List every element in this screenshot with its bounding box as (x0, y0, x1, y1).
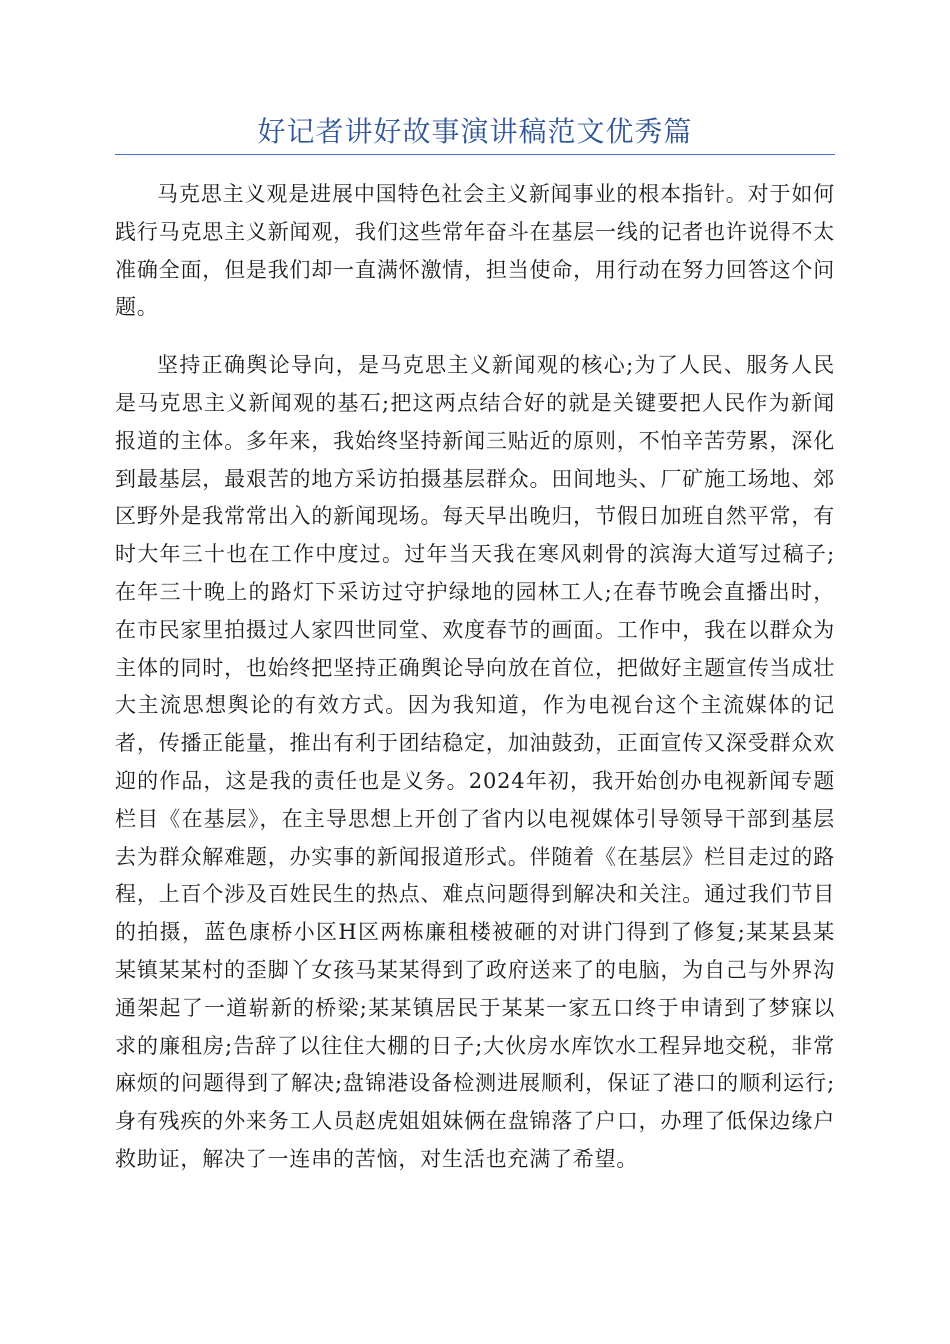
paragraph-intro: 马克思主义观是进展中国特色社会主义新闻事业的根本指针。对于如何践行马克思主义新闻观，我们这些常年奋斗在基层一线的记者也许说得不太准确全面，但是我们却一直满怀激情，担当使命，用行动在努力回答这个问题。 (115, 182, 835, 320)
paragraph-main: 坚持正确舆论导向，是马克思主义新闻观的核心;为了人民、服务人民是马克思主义新闻观的基石;把这两点结合好的就是关键要把人民作为新闻报道的主体。多年来，我始终坚持新闻三贴近的原则，不怕辛苦劳累，深化到最基层，最艰苦的地方采访拍摄基层群众。田间地头、厂矿施工场地、郊区野外是我常常出入的新闻现场。每天早出晚归，节假日加班自然平常，有时大年三十也在工作中度过。过年当天我在寒风刺骨的滨海大道写过稿子;在年三十晚上的路灯下采访过守护绿地的园林工人;在春节晚会直播出时，在市民家里拍摄过人家四世同堂、欢度春节的画面。工作中，我在以群众为主体的同时，也始终把坚持正确舆论导向放在首位，把做好主题宣传当成壮大主流思想舆论的有效方式。因为我知道，作为电视台这个主流媒体的记者，传播正能量，推出有利于团结稳定，加油鼓劲，正面宣传又深受群众欢迎的作品，这是我的责任也是义务。2024年初，我开始创办电视新闻专题栏目《在基层》，在主导思想上开创了省内以电视媒体引导领导干部到基层去为群众解难题，办实事的新闻报道形式。伴随着《在基层》栏目走过的路程，上百个涉及百姓民生的热点、难点问题得到解决和关注。通过我们节目的拍摄，蓝色康桥小区H区两栋廉租楼被砸的对讲门得到了修复;某某县某某镇某某村的歪脚丫女孩马某某得到了政府送来了的电脑，为自己与外界沟通架起了一道崭新的桥梁;某某镇居民于某某一家五口终于申请到了梦寐以求的廉租房;告辞了以往住大棚的日子;大伙房水库饮水工程异地交税，非常麻烦的问题得到了解决;盘锦港设备检测进展顺利，保证了港口的顺利运行;身有残疾的外来务工人员赵虎姐姐妹俩在盘锦落了户口，办理了低保边缘户救助证，解决了一连串的苦恼，对生活也充满了希望。 (115, 353, 835, 1171)
document-body (115, 176, 835, 1199)
document-title: 好记者讲好故事演讲稿范文优秀篇 (257, 115, 693, 148)
title-underline-divider (115, 154, 835, 155)
